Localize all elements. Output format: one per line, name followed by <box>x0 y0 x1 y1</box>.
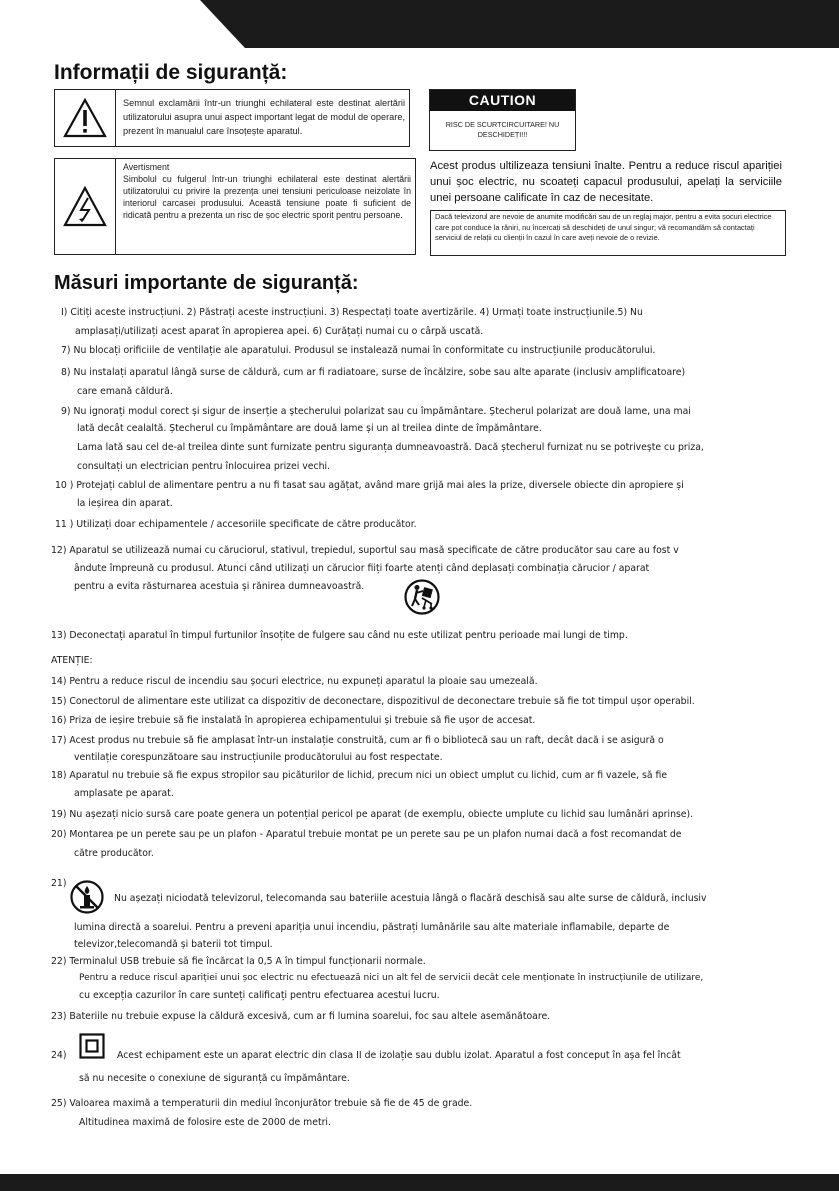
high-voltage-warning: Acest produs ultilizeaza tensiuni înalte. Pentru a reduce riscul apariției unui șoc electric, nu scoateți capacul produsului, apelați la serviciile unei persoane calificate în caz de necesitate. <box>430 160 782 205</box>
lightning-warning-body: Simbolul cu fulgerul într-un triunghi echilateral este destinat alertării utilizatorului cu privire la prezența unei tensiuni periculoase neizolate în interiorul carcasei produsului. Această tensiune poate fi suficient de ridicată pentru a prezenta un risc de șoc electric sporit pentru persoane. <box>123 173 411 220</box>
instruction-line: Lama lată sau cel de-al treilea dinte sunt furnizate pentru siguranța dumneavoastră. Dacă ștecherul furnizat nu se potrivește cu priza, <box>77 442 704 453</box>
instruction-line: 18) Aparatul nu trebuie să fie expus stropilor sau picăturilor de lichid, precum nici un obiect umplut cu lichid, cum ar fi vazele, să fie <box>51 770 668 781</box>
instruction-line: 12) Aparatul se utilizează numai cu căruciorul, stativul, trepiedul, suportul sau masă specificate de către producător sau care au fost v <box>51 545 679 556</box>
instruction-line: 19) Nu așezați nicio sursă care poate genera un potențial pericol pe aparat (de exemplu, obiecte umplute cu lichid sau lumânări aprinse). <box>51 809 694 820</box>
caution-label: CAUTION <box>430 90 575 111</box>
class-ii-double-insulation-icon <box>79 1033 105 1059</box>
instruction-line: lată decât cealaltă. Ștecherul cu împământare are două lame și un al treilea dinte de împământare. <box>77 423 542 434</box>
instruction-line: consultați un electrician pentru înlocuirea prizei vechi. <box>77 461 331 472</box>
cart-tipover-icon <box>404 579 440 615</box>
top-header-band <box>0 0 839 48</box>
attention-label: ATENȚIE: <box>51 655 93 666</box>
instruction-line: la ieșirea din aparat. <box>77 498 173 509</box>
instruction-line: Pentru a reduce riscul apariției unui șoc electric nu efectuează nici un alt fel de servicii decât cele menționate în instrucțiunile de utilizare, <box>79 973 704 983</box>
instruction-line: amplasați/utilizați acest aparat în apropierea apei. 6) Curățați numai cu o cârpă uscată. <box>75 326 484 337</box>
instruction-line: 13) Deconectați aparatul în timpul furtunilor însoțite de fulgere sau când nu este utilizat pentru perioade mai lungi de timp. <box>51 630 628 641</box>
instruction-line: I) Citiți aceste instrucțiuni. 2) Păstrați aceste instrucțiuni. 3) Respectați toate avertizările. 4) Urmați toate instrucțiunile.5) Nu <box>61 307 643 318</box>
service-note-text: Dacă televizorul are nevoie de anumite modificări sau de un reglaj major, pentru a evita șocuri electrice care pot conduce la răniri, nu încercați să deschideți de unul singur; vă recomandăm să contactați serviciul de relații cu clienții în cazul în care aveți nevoie de o revizie. <box>435 212 772 243</box>
lightning-warning-text <box>123 162 411 222</box>
lightning-triangle-icon <box>55 159 116 254</box>
service-note-box <box>430 210 786 256</box>
page-title: Informații de siguranță: <box>54 61 288 84</box>
instruction-line: 17) Acest produs nu trebuie să fie amplasat într-un instalație construită, cum ar fi o bibliotecă sau un raft, decât dacă i se asigură o <box>51 735 664 746</box>
bottom-footer-band <box>0 1174 839 1191</box>
instruction-line: 14) Pentru a reduce riscul de incendiu sau șocuri electrice, nu expuneți aparatul la ploaie sau umezeală. <box>51 676 538 687</box>
exclamation-info-text: Semnul exclamării într-un triunghi echilateral este destinat alertării utilizatorului asupra unui aspect important legat de modul de operare, prezent în manualul care însoțește aparatul. <box>123 98 405 137</box>
instruction-line: Acest echipament este un aparat electric din clasa II de izolație sau dublu izolat. Aparatul a fost conceput în așa fel încât <box>117 1050 681 1061</box>
instruction-line: să nu necesite o conexiune de siguranță cu împământare. <box>79 1073 350 1084</box>
instruction-line: 24) <box>51 1050 67 1061</box>
instruction-line: Nu așezați niciodată televizorul, telecomanda sau bateriile acestuia lângă o flacără deschisă sau alte surse de căldură, inclusiv <box>114 893 707 904</box>
lightning-warning-title: Avertisment <box>123 162 170 172</box>
instruction-line: 20) Montarea pe un perete sau pe un plafon - Aparatul trebuie montat pe un perete sau pe un plafon numai dacă a fost recomandat de <box>51 829 682 840</box>
instruction-line: lumina directă a soarelui. Pentru a preveni apariția unui incendiu, păstrați lumânările sau alte materiale inflamabile, departe de <box>74 922 670 933</box>
instruction-line: 11 ) Utilizați doar echipamentele / accesoriile specificate de către producător. <box>55 519 417 530</box>
caution-box <box>429 89 576 151</box>
instruction-line: ventilație corespunzătoare sau instrucțiunile producătorului au fost respectate. <box>74 752 443 763</box>
instruction-line: 10 ) Protejați cablul de alimentare pentru a nu fi tasat sau agățat, având mare grijă mai ales la prize, diversele obiecte din apropiere și <box>55 480 684 491</box>
instruction-line: 7) Nu blocați orificiile de ventilație ale aparatului. Produsul se instalează numai în conformitate cu instrucțiunile producătorului. <box>61 345 656 356</box>
instruction-line: 16) Priza de ieșire trebuie să fie instalată în apropierea echipamentului și trebuie să fie ușor de accesat. <box>51 715 536 726</box>
instruction-line: 23) Bateriile nu trebuie expuse la căldură excesivă, cum ar fi lumina soarelui, foc sau altele asemănătoare. <box>51 1011 551 1022</box>
instruction-line: Altitudinea maximă de folosire este de 2000 de metri. <box>79 1117 331 1128</box>
caution-text: RISC DE SCURTCIRCUITARE! NU DESCHIDEȚI!!! <box>445 120 560 139</box>
instruction-line: pentru a evita răsturnarea acestuia și rănirea dumneavoastră. <box>74 581 365 592</box>
instruction-line: amplasate pe aparat. <box>74 788 174 799</box>
instruction-line: care emană căldură. <box>77 386 173 397</box>
instruction-line: televizor,telecomandă și baterii tot timpul. <box>74 939 273 950</box>
section-title: Măsuri importante de siguranță: <box>54 272 359 294</box>
instruction-line: 8) Nu instalați aparatul lângă surse de căldură, cum ar fi radiatoare, surse de încălzire, sobe sau alte aparate (inclusiv amplificatoare) <box>61 367 686 378</box>
instruction-line: 25) Valoarea maximă a temperaturii din mediul înconjurător trebuie să fie de 45 de grade. <box>51 1098 473 1109</box>
instruction-line: cu excepția cazurilor în care sunteți calificați pentru efectuarea acestui lucru. <box>79 990 440 1001</box>
exclamation-triangle-icon <box>55 90 116 146</box>
lightning-warning-box <box>54 158 416 255</box>
instruction-line: ândute împreună cu produsul. Atunci când utilizați un cărucior fiiți foarte atenți când deplasați combinația cărucior / aparat <box>74 563 650 574</box>
instruction-line: 22) Terminalul USB trebuie să fie încărcat la 0,5 A în timpul funcționarii normale. <box>51 956 426 967</box>
no-open-flame-icon <box>70 880 104 914</box>
instruction-line: 15) Conectorul de alimentare este utilizat ca dispozitiv de deconectare, dispozitivul de deconectare trebuie să fie tot timpul ușor operabil. <box>51 696 695 707</box>
instruction-line: 9) Nu ignorați modul corect și sigur de inserție a ștecherului polarizat sau cu împământare. Ștecherul polarizat are două lame, una mai <box>61 406 691 417</box>
exclamation-info-box <box>54 89 410 147</box>
instruction-line: 21) <box>51 878 67 889</box>
instruction-line: către producător. <box>74 848 154 859</box>
